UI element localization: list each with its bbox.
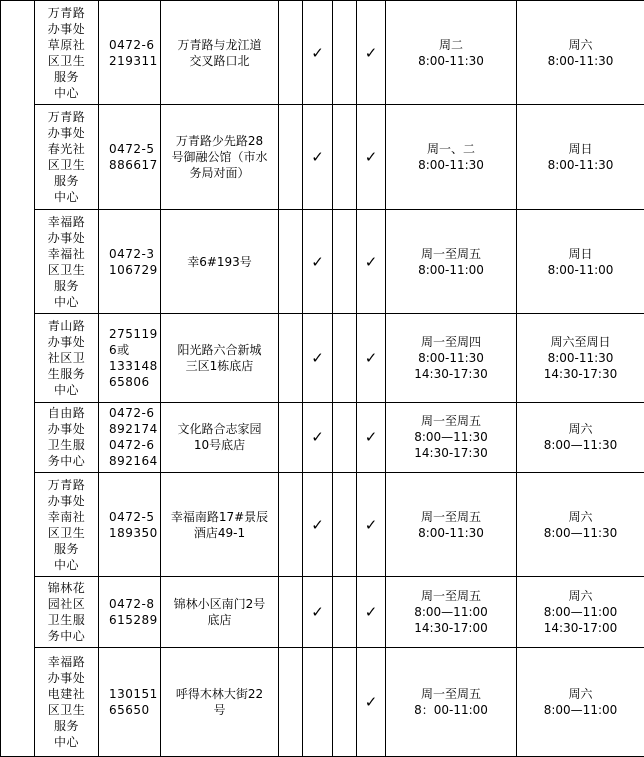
weekend-hours-cell: 周六至周日 8:00-11:30 14:30-17:30 [517, 314, 644, 402]
table-row [1, 577, 644, 647]
service-check-cell [357, 209, 386, 313]
check-mark-icon: ✓ [364, 515, 378, 534]
service-check-cell [303, 1, 333, 105]
service-check-cell [357, 472, 386, 576]
check-mark-icon: ✓ [311, 43, 324, 62]
check-mark-icon: ✓ [311, 348, 324, 367]
phone-cell: 0472-3 106729 [99, 209, 161, 313]
service-check-cell [279, 647, 303, 757]
phone-cell: 130151 65650 [99, 647, 161, 757]
service-check-cell [279, 209, 303, 313]
service-check-cell [303, 472, 333, 576]
weekend-hours-cell: 周日 8:00-11:30 [517, 105, 644, 209]
table-row [1, 1, 644, 105]
weekend-hours-cell: 周六 8:00—11:30 [517, 472, 644, 576]
service-check-cell [333, 209, 357, 313]
check-mark-icon: ✓ [311, 252, 324, 271]
phone-cell: 0472-8 615289 [99, 577, 161, 647]
weekend-hours-cell: 周六 8:00—11:00 14:30-17:00 [517, 577, 644, 647]
address-cell: 幸福南路17#景辰 酒店49-1 [161, 472, 279, 576]
address-cell: 万青路少先路28 号御融公馆（市水 务局对面） [161, 105, 279, 209]
check-mark-icon: ✓ [364, 428, 378, 447]
check-mark-icon: ✓ [311, 148, 324, 167]
table-row [1, 647, 644, 757]
table-row [1, 105, 644, 209]
service-check-cell [333, 1, 357, 105]
phone-cell: 275119 6或 133148 65806 [99, 314, 161, 402]
left-merged-cell [1, 1, 35, 757]
service-check-cell [357, 577, 386, 647]
address-cell: 呼得木林大街22 号 [161, 647, 279, 757]
check-mark-icon: ✓ [364, 348, 378, 367]
weekday-hours-cell: 周一至周五 8:00—11:00 14:30-17:00 [386, 577, 517, 647]
service-check-cell [333, 647, 357, 757]
table-row [1, 314, 644, 402]
service-check-cell [279, 577, 303, 647]
service-check-cell [279, 402, 303, 472]
table-row [1, 402, 644, 472]
phone-cell: 0472-5 886617 [99, 105, 161, 209]
service-check-cell [357, 402, 386, 472]
service-check-cell [333, 402, 357, 472]
address-cell: 锦林小区南门2号 底店 [161, 577, 279, 647]
facility-name-cell: 青山路 办事处 社区卫 生服务 中心 [35, 314, 99, 402]
weekday-hours-cell: 周一至周五 8:00—11:30 14:30-17:30 [386, 402, 517, 472]
check-mark-icon: ✓ [364, 252, 378, 271]
service-check-cell [303, 105, 333, 209]
check-mark-icon: ✓ [311, 515, 324, 534]
facility-name-cell: 幸福路 办事处 电建社 区卫生 服务 中心 [35, 647, 99, 757]
check-mark-icon: ✓ [364, 43, 378, 62]
check-mark-icon: ✓ [311, 428, 324, 447]
table-row [1, 209, 644, 313]
facility-name-cell: 万青路 办事处 幸南社 区卫生 服务 中心 [35, 472, 99, 576]
facility-name-cell: 万青路 办事处 春光社 区卫生 服务 中心 [35, 105, 99, 209]
table-body [1, 1, 644, 757]
service-check-cell [279, 1, 303, 105]
weekday-hours-cell: 周一至周四 8:00-11:30 14:30-17:30 [386, 314, 517, 402]
facility-name-cell: 锦林花 园社区 卫生服 务中心 [35, 577, 99, 647]
service-check-cell [303, 314, 333, 402]
service-check-cell [357, 647, 386, 757]
weekday-hours-cell: 周一至周五 8:00-11:00 [386, 209, 517, 313]
phone-cell: 0472-6 219311 [99, 1, 161, 105]
service-check-cell [279, 472, 303, 576]
service-check-cell [333, 105, 357, 209]
weekday-hours-cell: 周二 8:00-11:30 [386, 1, 517, 105]
facility-name-cell: 自由路 办事处 卫生服 务中心 [35, 402, 99, 472]
service-check-cell [333, 577, 357, 647]
check-mark-icon: ✓ [364, 602, 378, 621]
weekend-hours-cell: 周六 8:00—11:00 [517, 647, 644, 757]
address-cell: 文化路合志家园 10号底店 [161, 402, 279, 472]
service-check-cell [303, 209, 333, 313]
service-check-cell [357, 105, 386, 209]
service-check-cell [279, 105, 303, 209]
phone-cell: 0472-5 189350 [99, 472, 161, 576]
phone-cell: 0472-6 892174 0472-6 892164 [99, 402, 161, 472]
weekday-hours-cell: 周一至周五 8:00-11:30 [386, 472, 517, 576]
service-check-cell [279, 314, 303, 402]
weekday-hours-cell: 周一至周五 8：00-11:00 [386, 647, 517, 757]
address-cell: 万青路与龙江道 交叉路口北 [161, 1, 279, 105]
check-mark-icon: ✓ [311, 602, 324, 621]
weekend-hours-cell: 周六 8:00—11:30 [517, 402, 644, 472]
service-check-cell [357, 1, 386, 105]
address-cell: 阳光路六合新城 三区1栋底店 [161, 314, 279, 402]
service-check-cell [303, 402, 333, 472]
table-row [1, 472, 644, 576]
service-check-cell [357, 314, 386, 402]
check-mark-icon: ✓ [364, 692, 378, 711]
service-check-cell [333, 472, 357, 576]
weekend-hours-cell: 周日 8:00-11:00 [517, 209, 644, 313]
check-mark-icon: ✓ [364, 148, 378, 167]
facility-name-cell: 万青路 办事处 草原社 区卫生 服务 中心 [35, 1, 99, 105]
service-check-cell [303, 577, 333, 647]
weekend-hours-cell: 周六 8:00-11:30 [517, 1, 644, 105]
service-check-cell [303, 647, 333, 757]
weekday-hours-cell: 周一、二 8:00-11:30 [386, 105, 517, 209]
facility-name-cell: 幸福路 办事处 幸福社 区卫生 服务 中心 [35, 209, 99, 313]
service-check-cell [333, 314, 357, 402]
address-cell: 幸6#193号 [161, 209, 279, 313]
